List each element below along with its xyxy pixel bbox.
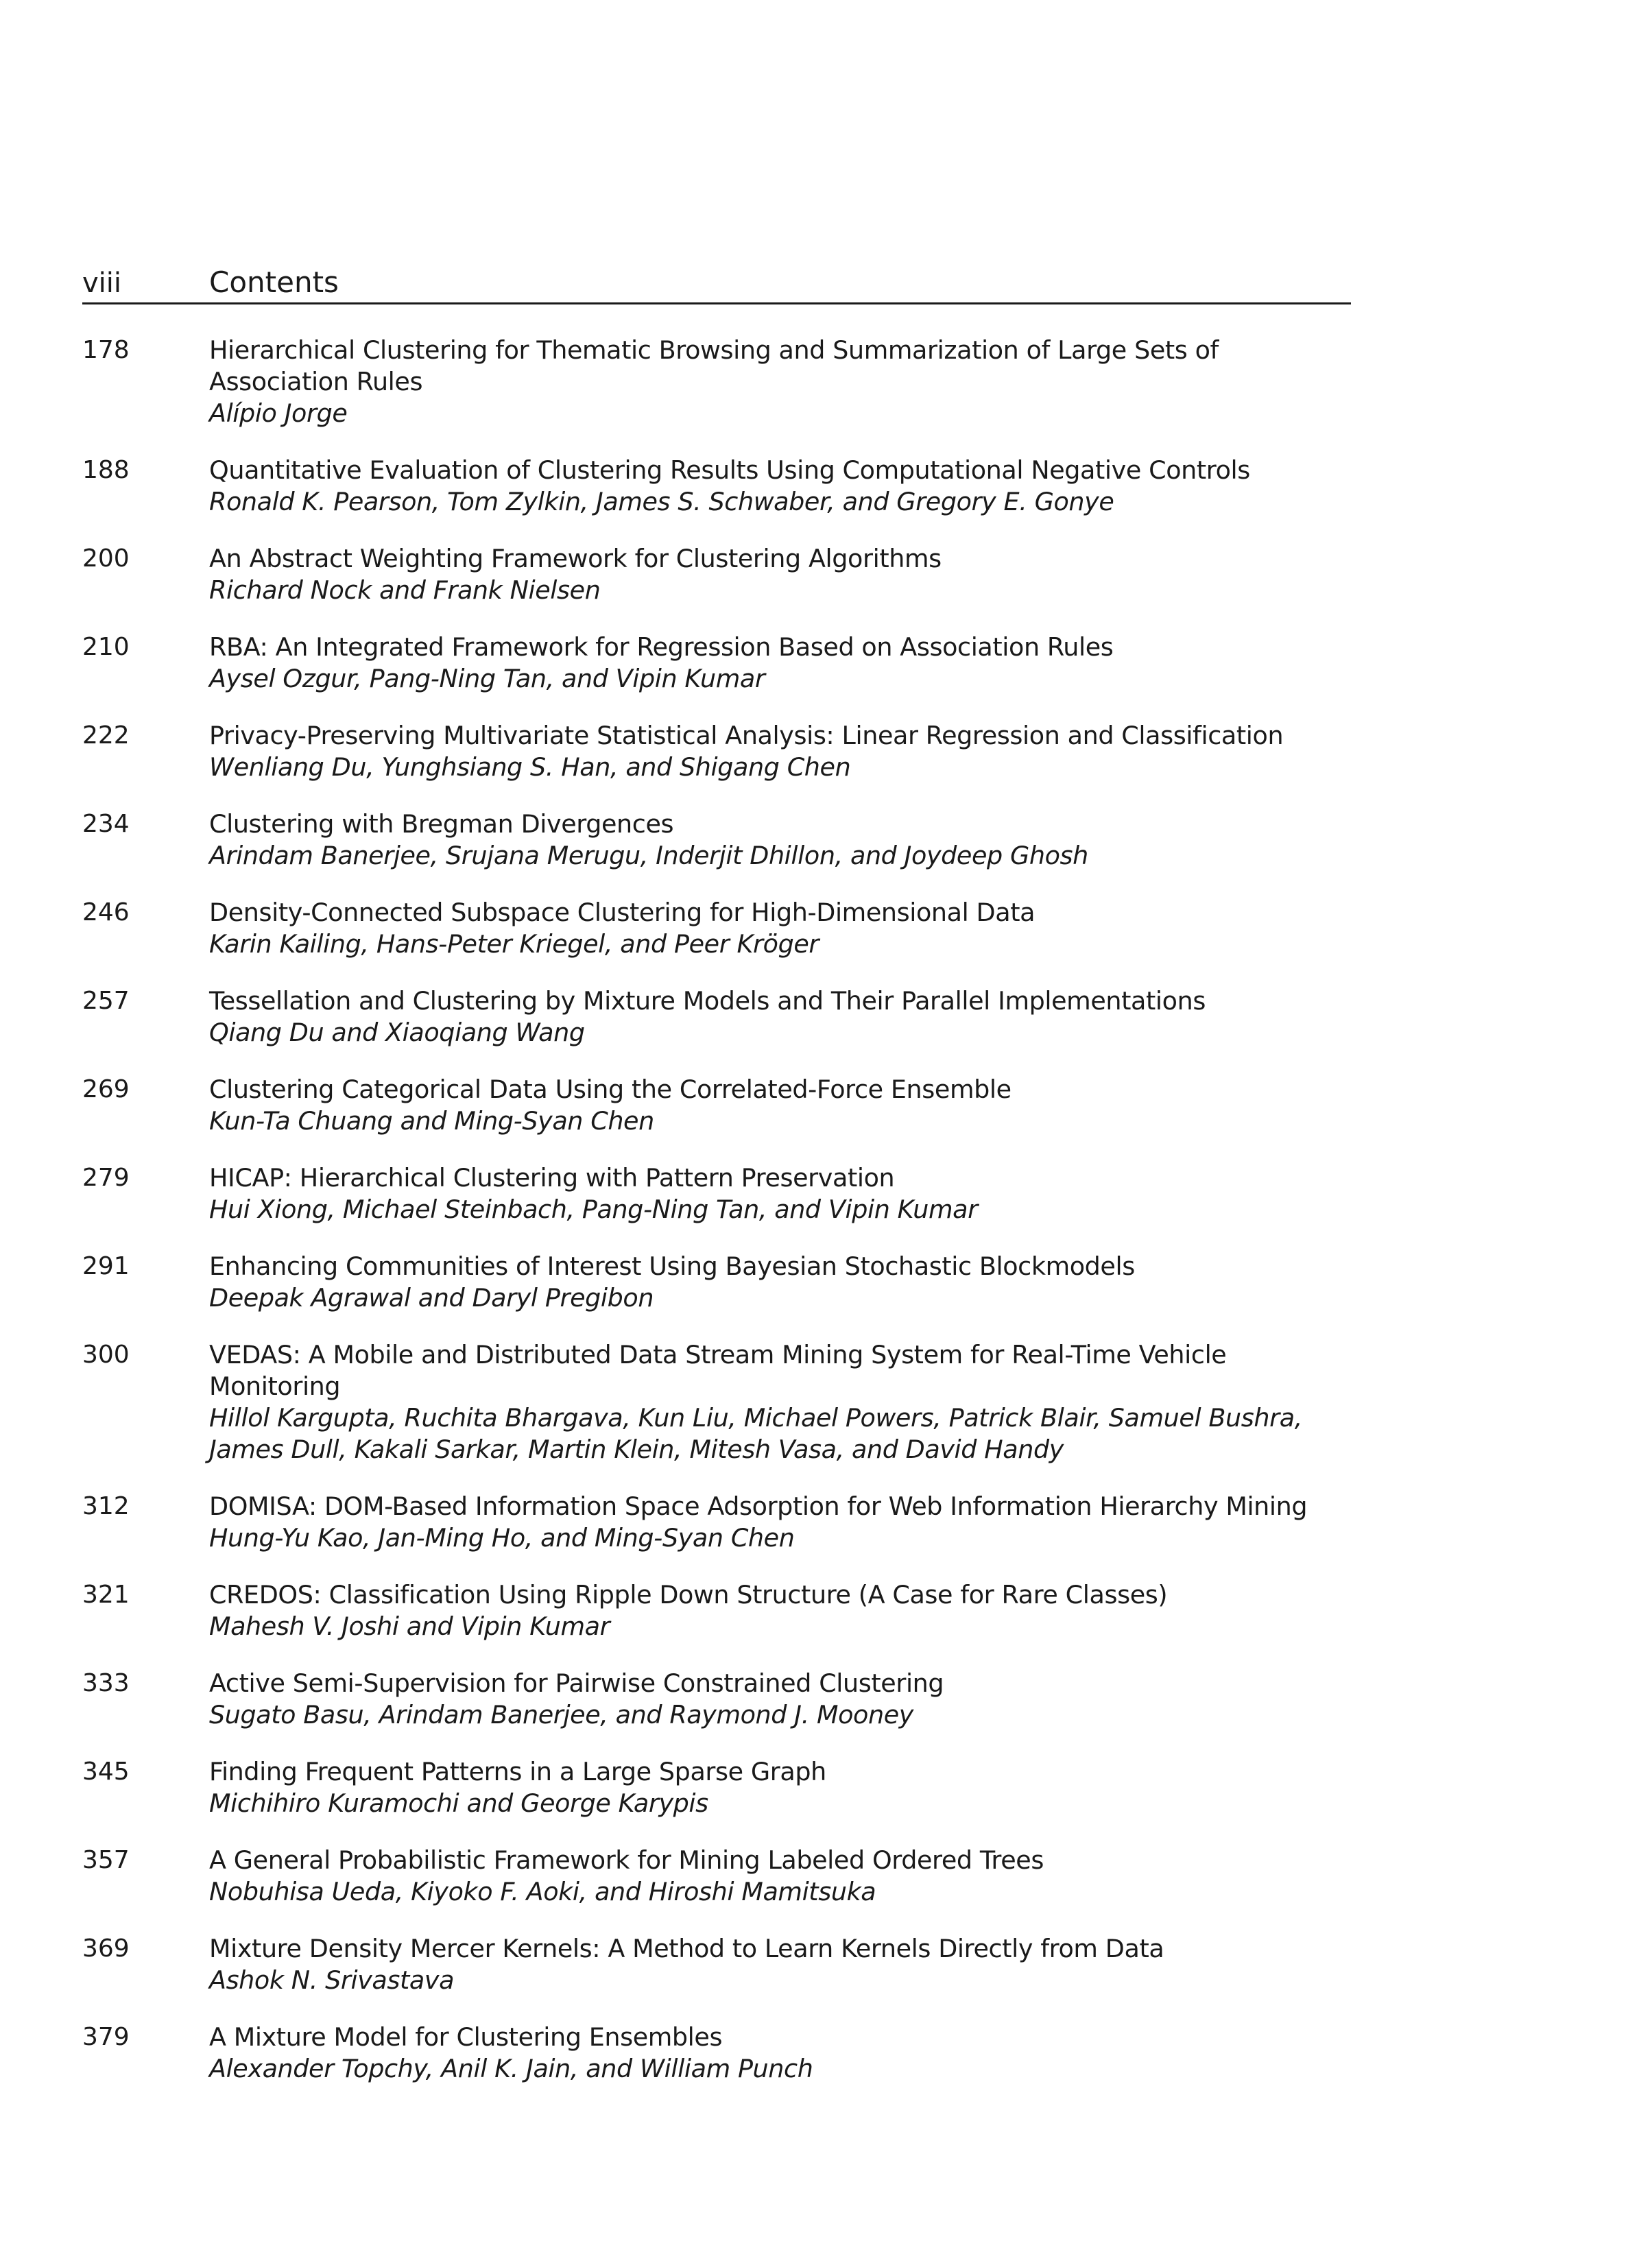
toc-authors: Kun-Ta Chuang and Ming-Syan Chen [209, 1106, 654, 1136]
toc-page-number: 300 [82, 1341, 130, 1369]
toc-page-number: 210 [82, 633, 130, 661]
toc-entry [82, 809, 1351, 872]
toc-title: Hierarchical Clustering for Thematic Browsing and Summarization of Large Sets of Association Rules [209, 335, 1219, 396]
toc-title: Mixture Density Mercer Kernels: A Method to Learn Kernels Directly from Data [209, 1934, 1164, 1963]
toc-entry [82, 897, 1351, 960]
toc-entry [82, 1339, 1351, 1465]
toc-page-number: 234 [82, 810, 130, 838]
toc-title: Density-Connected Subspace Clustering for High-Dimensional Data [209, 898, 1036, 927]
toc-authors: Hung-Yu Kao, Jan-Ming Ho, and Ming-Syan Chen [209, 1523, 795, 1553]
toc-entry [82, 1933, 1351, 1996]
running-title: Contents [209, 265, 339, 299]
toc-authors: Aysel Ozgur, Pang-Ning Tan, and Vipin Kumar [209, 664, 765, 693]
toc-page-number: 321 [82, 1581, 130, 1609]
toc-entry [82, 335, 1351, 429]
toc-page-number: 257 [82, 987, 130, 1015]
page-header [82, 267, 1351, 304]
toc-title: Quantitative Evaluation of Clustering Results Using Computational Negative Controls [209, 455, 1250, 485]
toc-authors: Michihiro Kuramochi and George Karypis [209, 1788, 708, 1818]
toc-title: Finding Frequent Patterns in a Large Sparse Graph [209, 1757, 826, 1786]
toc-entry [82, 1668, 1351, 1731]
toc-entry [82, 543, 1351, 606]
toc-title: CREDOS: Classification Using Ripple Down Structure (A Case for Rare Classes) [209, 1580, 1168, 1609]
toc-title: A General Probabilistic Framework for Mining Labeled Ordered Trees [209, 1845, 1044, 1875]
toc-title: DOMISA: DOM-Based Information Space Adsorption for Web Information Hierarchy Mining [209, 1492, 1308, 1521]
toc-title: Enhancing Communities of Interest Using Bayesian Stochastic Blockmodels [209, 1252, 1135, 1281]
toc-entry [82, 455, 1351, 518]
toc-authors: Karin Kailing, Hans-Peter Kriegel, and Peer Kröger [209, 929, 819, 959]
toc-page-number: 333 [82, 1669, 130, 1697]
toc-authors: Wenliang Du, Yunghsiang S. Han, and Shigang Chen [209, 752, 851, 782]
toc-entry [82, 985, 1351, 1049]
toc-title: Clustering Categorical Data Using the Correlated-Force Ensemble [209, 1075, 1011, 1104]
toc-title: An Abstract Weighting Framework for Clustering Algorithms [209, 544, 942, 573]
contents-page [82, 267, 1351, 2110]
toc-title: RBA: An Integrated Framework for Regression Based on Association Rules [209, 632, 1114, 662]
toc-authors: Sugato Basu, Arindam Banerjee, and Raymond J. Mooney [209, 1700, 913, 1729]
toc-title: VEDAS: A Mobile and Distributed Data Stream Mining System for Real-Time Vehicle Monitoring [209, 1340, 1227, 1401]
toc-page-number: 357 [82, 1846, 130, 1874]
toc-page-number: 279 [82, 1164, 130, 1192]
toc-authors: Nobuhisa Ueda, Kiyoko F. Aoki, and Hiroshi Mamitsuka [209, 1877, 876, 1906]
toc-authors: Deepak Agrawal and Daryl Pregibon [209, 1283, 654, 1313]
toc-authors: Hillol Kargupta, Ruchita Bhargava, Kun Liu, Michael Powers, Patrick Blair, Samuel Bushra, James Dull, Kakali Sarkar, Martin Klein, Mitesh Vasa, and David Handy [209, 1403, 1302, 1464]
toc-title: Active Semi-Supervision for Pairwise Constrained Clustering [209, 1668, 944, 1698]
toc-page-number: 291 [82, 1252, 130, 1280]
toc-entry [82, 1756, 1351, 1819]
toc-page-number: 379 [82, 2023, 130, 2051]
toc-page-number: 369 [82, 1935, 130, 1963]
toc-authors: Alexander Topchy, Anil K. Jain, and William Punch [209, 2054, 813, 2083]
toc-entry [82, 2022, 1351, 2085]
toc-entry [82, 720, 1351, 783]
toc-page-number: 178 [82, 336, 130, 364]
toc-page-number: 269 [82, 1075, 130, 1103]
toc-entry [82, 1251, 1351, 1314]
toc-page-number: 312 [82, 1492, 130, 1520]
toc-authors: Mahesh V. Joshi and Vipin Kumar [209, 1612, 610, 1641]
toc-title: HICAP: Hierarchical Clustering with Pattern Preservation [209, 1163, 895, 1193]
toc-authors: Qiang Du and Xiaoqiang Wang [209, 1018, 585, 1047]
toc-entry [82, 632, 1351, 695]
toc-title: Tessellation and Clustering by Mixture Models and Their Parallel Implementations [209, 986, 1206, 1016]
toc-authors: Ronald K. Pearson, Tom Zylkin, James S. Schwaber, and Gregory E. Gonye [209, 487, 1114, 516]
toc-authors: Ashok N. Srivastava [209, 1965, 455, 1995]
toc-title: A Mixture Model for Clustering Ensembles [209, 2022, 723, 2052]
toc-page-number: 188 [82, 456, 130, 484]
toc-title: Clustering with Bregman Divergences [209, 809, 674, 839]
toc-authors: Hui Xiong, Michael Steinbach, Pang-Ning Tan, and Vipin Kumar [209, 1195, 978, 1224]
toc-page-number: 246 [82, 898, 130, 926]
toc-entry [82, 1491, 1351, 1554]
table-of-contents [82, 335, 1351, 2085]
toc-title: Privacy-Preserving Multivariate Statistical Analysis: Linear Regression and Classification [209, 721, 1284, 750]
toc-entry [82, 1579, 1351, 1642]
toc-authors: Alípio Jorge [209, 398, 348, 428]
toc-authors: Arindam Banerjee, Srujana Merugu, Inderjit Dhillon, and Joydeep Ghosh [209, 841, 1088, 870]
toc-page-number: 200 [82, 544, 130, 573]
toc-authors: Richard Nock and Frank Nielsen [209, 575, 601, 605]
toc-page-number: 345 [82, 1758, 130, 1786]
toc-page-number: 222 [82, 721, 130, 750]
toc-entry [82, 1845, 1351, 1908]
toc-entry [82, 1162, 1351, 1225]
page-folio: viii [82, 267, 122, 299]
toc-entry [82, 1074, 1351, 1137]
